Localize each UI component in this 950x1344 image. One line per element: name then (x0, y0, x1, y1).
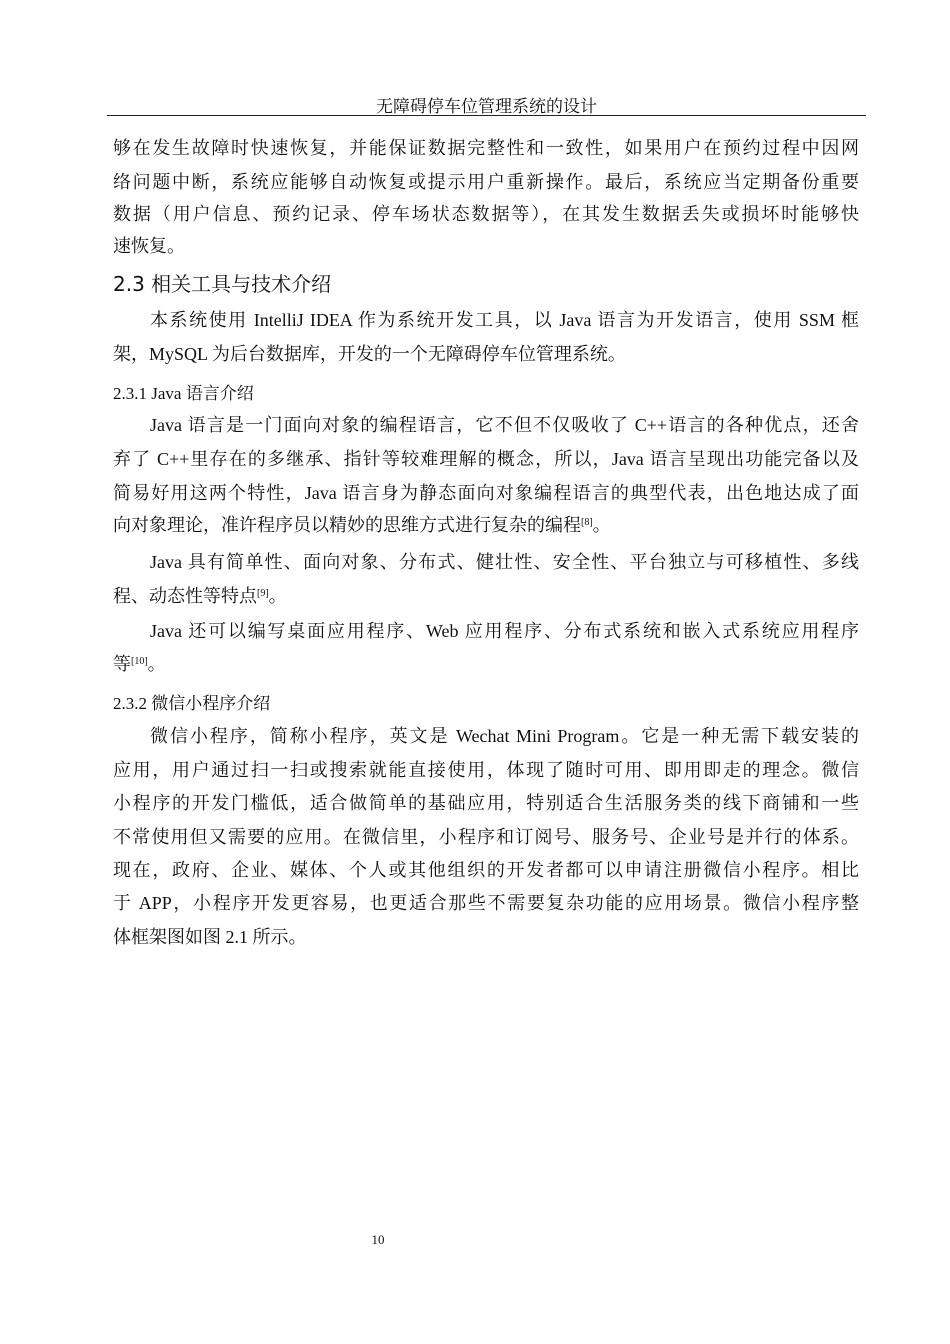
page-number: 10 (371, 1232, 385, 1247)
paragraph-line: Java 语言是一门面向对象的编程语言，它不但不仅吸收了 C++语言的各种优点，还舍 (150, 415, 859, 435)
paragraph-line: Java 具有简单性、面向对象、分布式、健壮性、安全性、平台独立与可移植性、多线 (150, 552, 859, 572)
section-heading-2-3: 2.3 相关工具与技术介绍 (113, 272, 332, 296)
text: 。 (268, 586, 287, 606)
paragraph-line: 体框架图如图 2.1 所示。 (113, 927, 307, 947)
text: 。 (147, 654, 166, 674)
paragraph-line (113, 513, 859, 537)
header-rule (107, 115, 866, 116)
paragraph-line (113, 584, 859, 608)
paragraph-line: 架，MySQL 为后台数据库，开发的一个无障碍停车位管理系统。 (113, 344, 626, 364)
paragraph-line: 现在，政府、企业、媒体、个人或其他组织的开发者都可以申请注册微信小程序。相比 (113, 860, 859, 880)
paragraph-line: 弃了 C++里存在的多继承、指针等较难理解的概念，所以，Java 语言呈现出功能完备以及 (113, 449, 859, 469)
text: 。 (592, 515, 611, 535)
section-heading-2-3-2: 2.3.2 微信小程序介绍 (113, 694, 271, 713)
paragraph-line: 小程序的开发门槛低，适合做简单的基础应用，特别适合生活服务类的线下商铺和一些 (113, 793, 859, 813)
paragraph-line: 够在发生故障时快速恢复，并能保证数据完整性和一致性，如果用户在预约过程中因网 (113, 138, 859, 158)
paragraph-line: Java 还可以编写桌面应用程序、Web 应用程序、分布式系统和嵌入式系统应用程序 (150, 621, 859, 641)
citation: [8] (581, 517, 593, 528)
citation: [10] (131, 656, 148, 667)
paragraph-line: 速恢复。 (113, 236, 185, 256)
text: 程、动态性等特点 (113, 586, 257, 606)
paragraph-line: 本系统使用 IntelliJ IDEA 作为系统开发工具，以 Java 语言为开发语言，使用 SSM 框 (150, 310, 859, 330)
paragraph-line: 微信小程序，简称小程序，英文是 Wechat Mini Program。它是一种无需下载安装的 (150, 726, 859, 746)
paragraph-line (113, 652, 859, 676)
paragraph-line: 络问题中断，系统应能够自动恢复或提示用户重新操作。最后，系统应当定期备份重要 (113, 172, 859, 192)
text: 向对象理论，准许程序员以精妙的思维方式进行复杂的编程 (113, 515, 581, 535)
paragraph-line: 于 APP，小程序开发更容易，也更适合那些不需要复杂功能的应用场景。微信小程序整 (113, 893, 859, 913)
text: 等 (113, 654, 131, 674)
running-header: 无障碍停车位管理系统的设计 (376, 97, 597, 116)
paragraph-line: 应用，用户通过扫一扫或搜索就能直接使用，体现了随时可用、即用即走的理念。微信 (113, 760, 859, 780)
paragraph-line: 简易好用这两个特性，Java 语言身为静态面向对象编程语言的典型代表，出色地达成了面 (113, 483, 859, 503)
citation: [9] (257, 588, 269, 599)
section-heading-2-3-1: 2.3.1 Java 语言介绍 (113, 384, 254, 403)
paragraph-line: 数据（用户信息、预约记录、停车场状态数据等），在其发生数据丢失或损坏时能够快 (113, 204, 859, 224)
paragraph-line: 不常使用但又需要的应用。在微信里，小程序和订阅号、服务号、企业号是并行的体系。 (113, 827, 859, 847)
